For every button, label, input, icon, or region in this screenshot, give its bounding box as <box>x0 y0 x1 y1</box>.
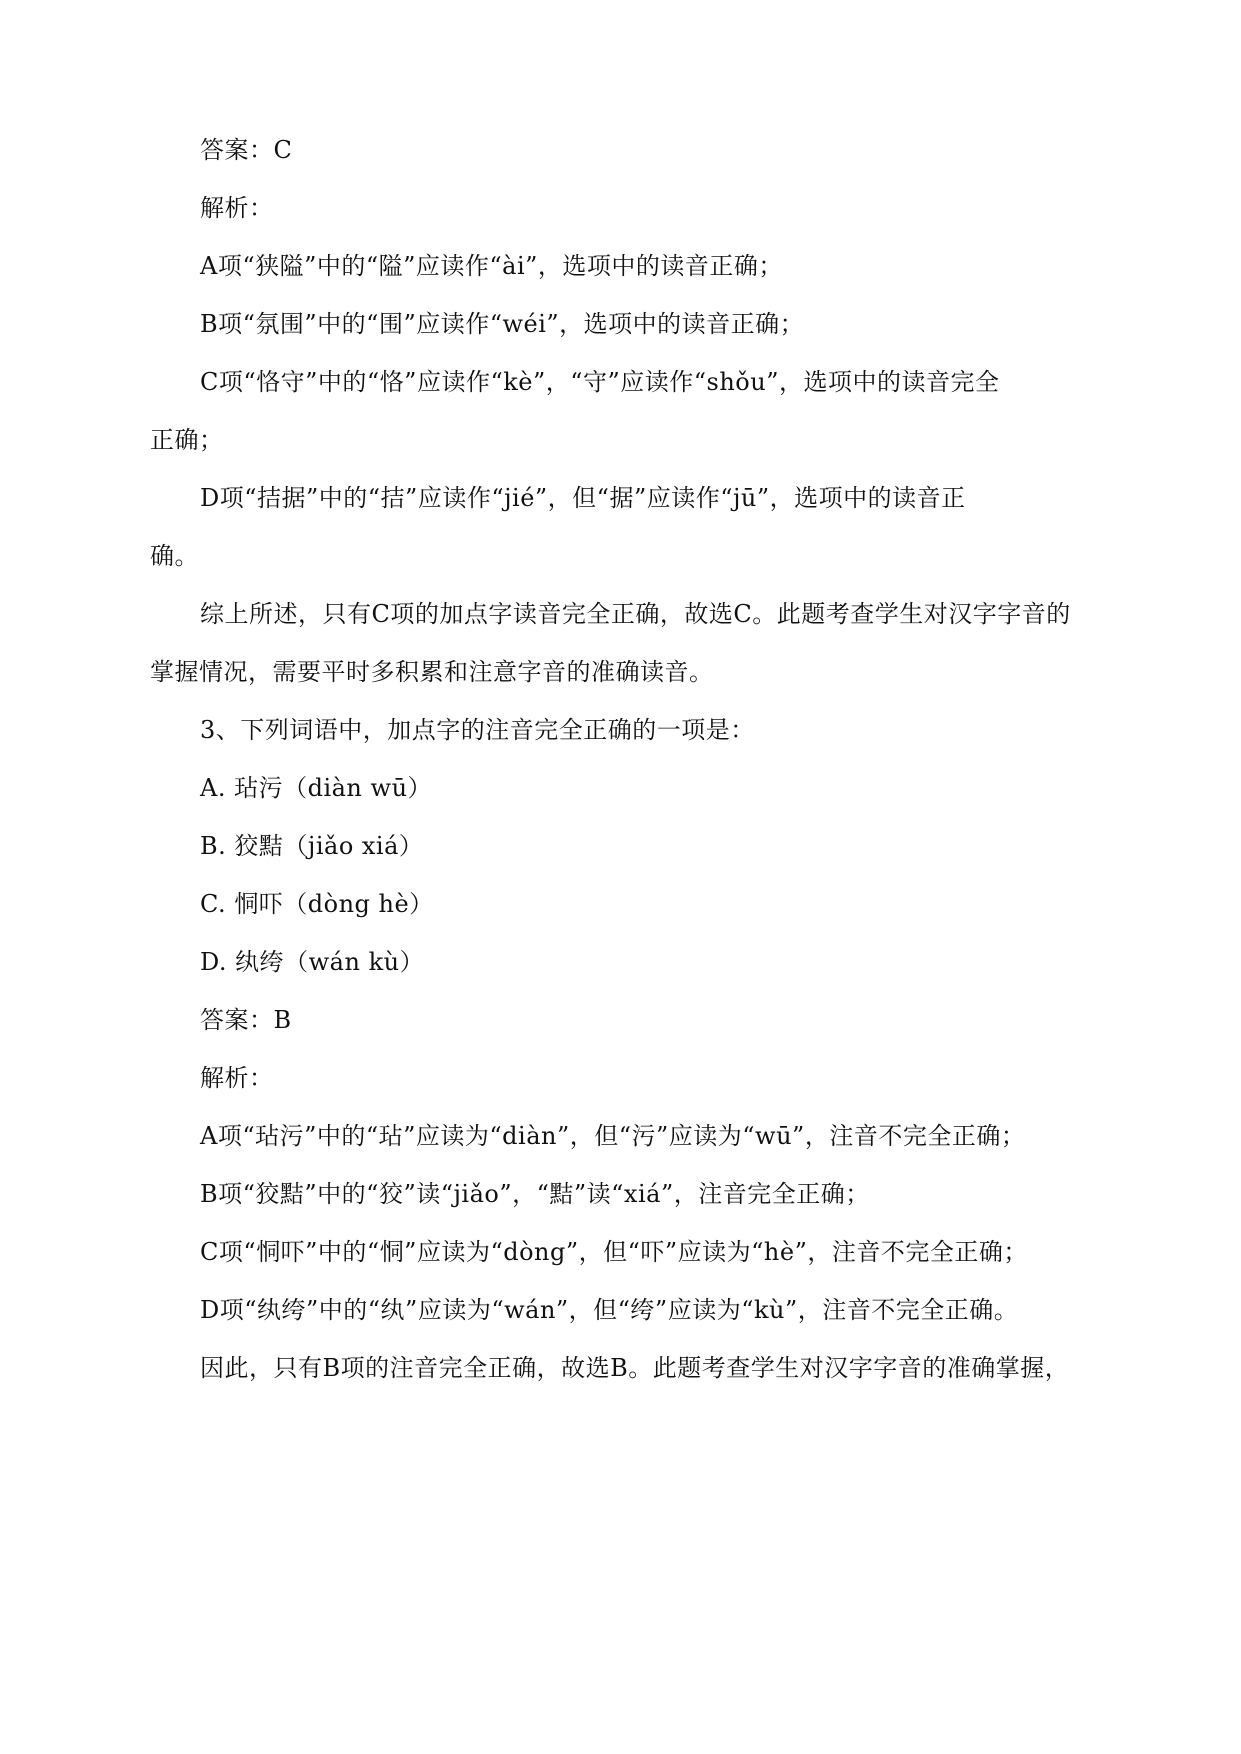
summary-paragraph: 因此，只有B项的注音完全正确，故选B。此题考查学生对汉字字音的准确掌握， <box>200 1354 1070 1382</box>
option-d: D. 纨绔（wán kù） <box>200 948 425 976</box>
analysis-item-b: B项“狡黠”中的“狡”读“jiǎo”，“黠”读“xiá”，注音完全正确； <box>200 1180 870 1208</box>
analysis-item-c-continued: 正确； <box>150 426 224 454</box>
analysis-item-d: D项“拮据”中的“拮”应读作“jié”，但“据”应读作“jū”，选项中的读音正 <box>200 484 966 512</box>
analysis-item-c: C项“恫吓”中的“恫”应读为“dòng”，但“吓”应读为“hè”，注音不完全正确； <box>200 1238 1028 1266</box>
analysis-item-a: A项“狭隘”中的“隘”应读作“ài”，选项中的读音正确； <box>200 252 783 280</box>
option-b: B. 狡黠（jiǎo xiá） <box>200 832 424 860</box>
answer-line: 答案：C <box>200 136 293 164</box>
question-stem: 3、下列词语中，加点字的注音完全正确的一项是： <box>200 716 755 744</box>
summary-paragraph-continued: 掌握情况，需要平时多积累和注意字音的准确读音。 <box>150 658 714 686</box>
analysis-item-d: D项“纨绔”中的“纨”应读为“wán”，但“绔”应读为“kù”，注音不完全正确。 <box>200 1296 1019 1324</box>
analysis-label: 解析： <box>200 1064 274 1092</box>
answer-line: 答案：B <box>200 1006 292 1034</box>
analysis-item-a: A项“玷污”中的“玷”应读为“diàn”，但“污”应读为“wū”，注音不完全正确； <box>200 1122 1026 1150</box>
analysis-label: 解析： <box>200 194 274 222</box>
option-c: C. 恫吓（dòng hè） <box>200 890 434 918</box>
option-a: A. 玷污（diàn wū） <box>200 774 433 802</box>
analysis-item-c: C项“恪守”中的“恪”应读作“kè”，“守”应读作“shǒu”，选项中的读音完全 <box>200 368 1000 396</box>
analysis-item-b: B项“氛围”中的“围”应读作“wéi”，选项中的读音正确； <box>200 310 805 338</box>
analysis-item-d-continued: 确。 <box>150 542 199 570</box>
summary-paragraph: 综上所述，只有C项的加点字读音完全正确，故选C。此题考查学生对汉字字音的 <box>200 600 1071 628</box>
